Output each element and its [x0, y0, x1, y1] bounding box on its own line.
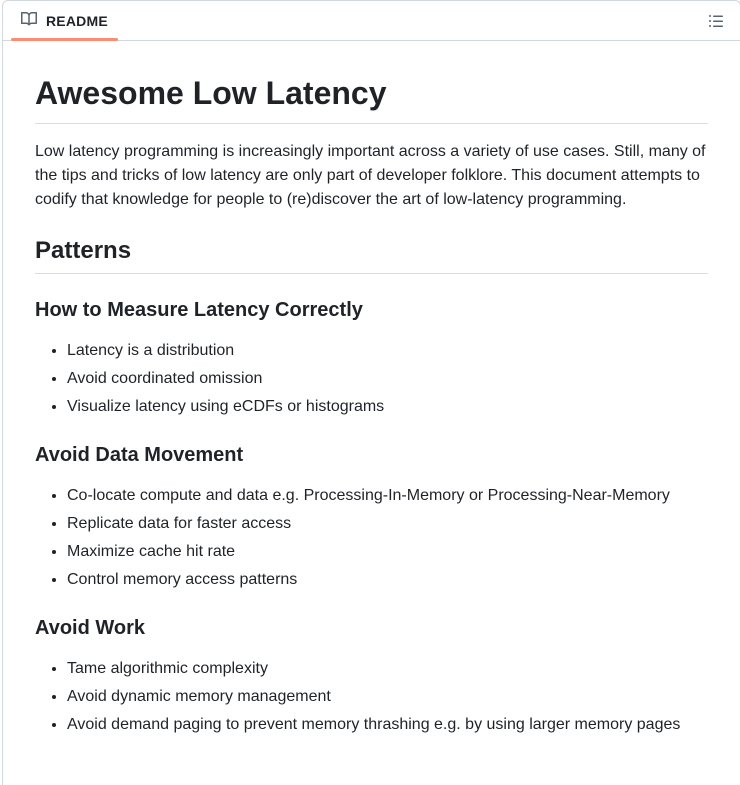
- bullet-list-avoid-work: [35, 657, 708, 737]
- list-item: • Control memory access patterns: [67, 568, 708, 592]
- list-item: • Visualize latency using eCDFs or histograms: [67, 395, 708, 419]
- list-item: • Tame algorithmic complexity: [67, 657, 708, 681]
- section-heading-avoid-work: Avoid Work: [35, 617, 146, 639]
- tab-readme-label: README: [46, 12, 108, 29]
- markdown-body: [3, 41, 740, 785]
- list-item: • Maximize cache hit rate: [67, 540, 708, 564]
- intro-paragraph: Low latency programming is increasingly important across a variety of use cases. Still, many of the tips and tricks of low latency are only part of developer folklore. This document attempts to codify that knowledge for people to (re)discover the art of low-latency programming.: [35, 143, 706, 208]
- list-item: • Co-locate compute and data e.g. Processing-In-Memory or Processing-Near-Memory: [67, 484, 708, 508]
- list-item: • Avoid demand paging to prevent memory thrashing e.g. by using larger memory pages: [67, 713, 708, 737]
- tab-readme[interactable]: [11, 1, 118, 40]
- outline-toc-button[interactable]: [702, 7, 730, 35]
- readme-panel: [2, 0, 740, 785]
- list-item: • Replicate data for faster access: [67, 512, 708, 536]
- section-heading-measure-latency: How to Measure Latency Correctly: [35, 299, 363, 321]
- section-heading-avoid-data-movement: Avoid Data Movement: [35, 444, 244, 466]
- list-unordered-icon: [708, 17, 724, 32]
- section-heading-patterns: Patterns: [35, 236, 708, 274]
- list-item: • Avoid coordinated omission: [67, 367, 708, 391]
- list-item: • Latency is a distribution: [67, 339, 708, 363]
- list-item: • Avoid dynamic memory management: [67, 685, 708, 709]
- bullet-list-avoid-data-movement: [35, 484, 708, 592]
- readme-tab-bar: [3, 1, 740, 41]
- page-title: Awesome Low Latency: [35, 73, 708, 124]
- bullet-list-measure-latency: [35, 339, 708, 419]
- book-icon: [21, 11, 37, 30]
